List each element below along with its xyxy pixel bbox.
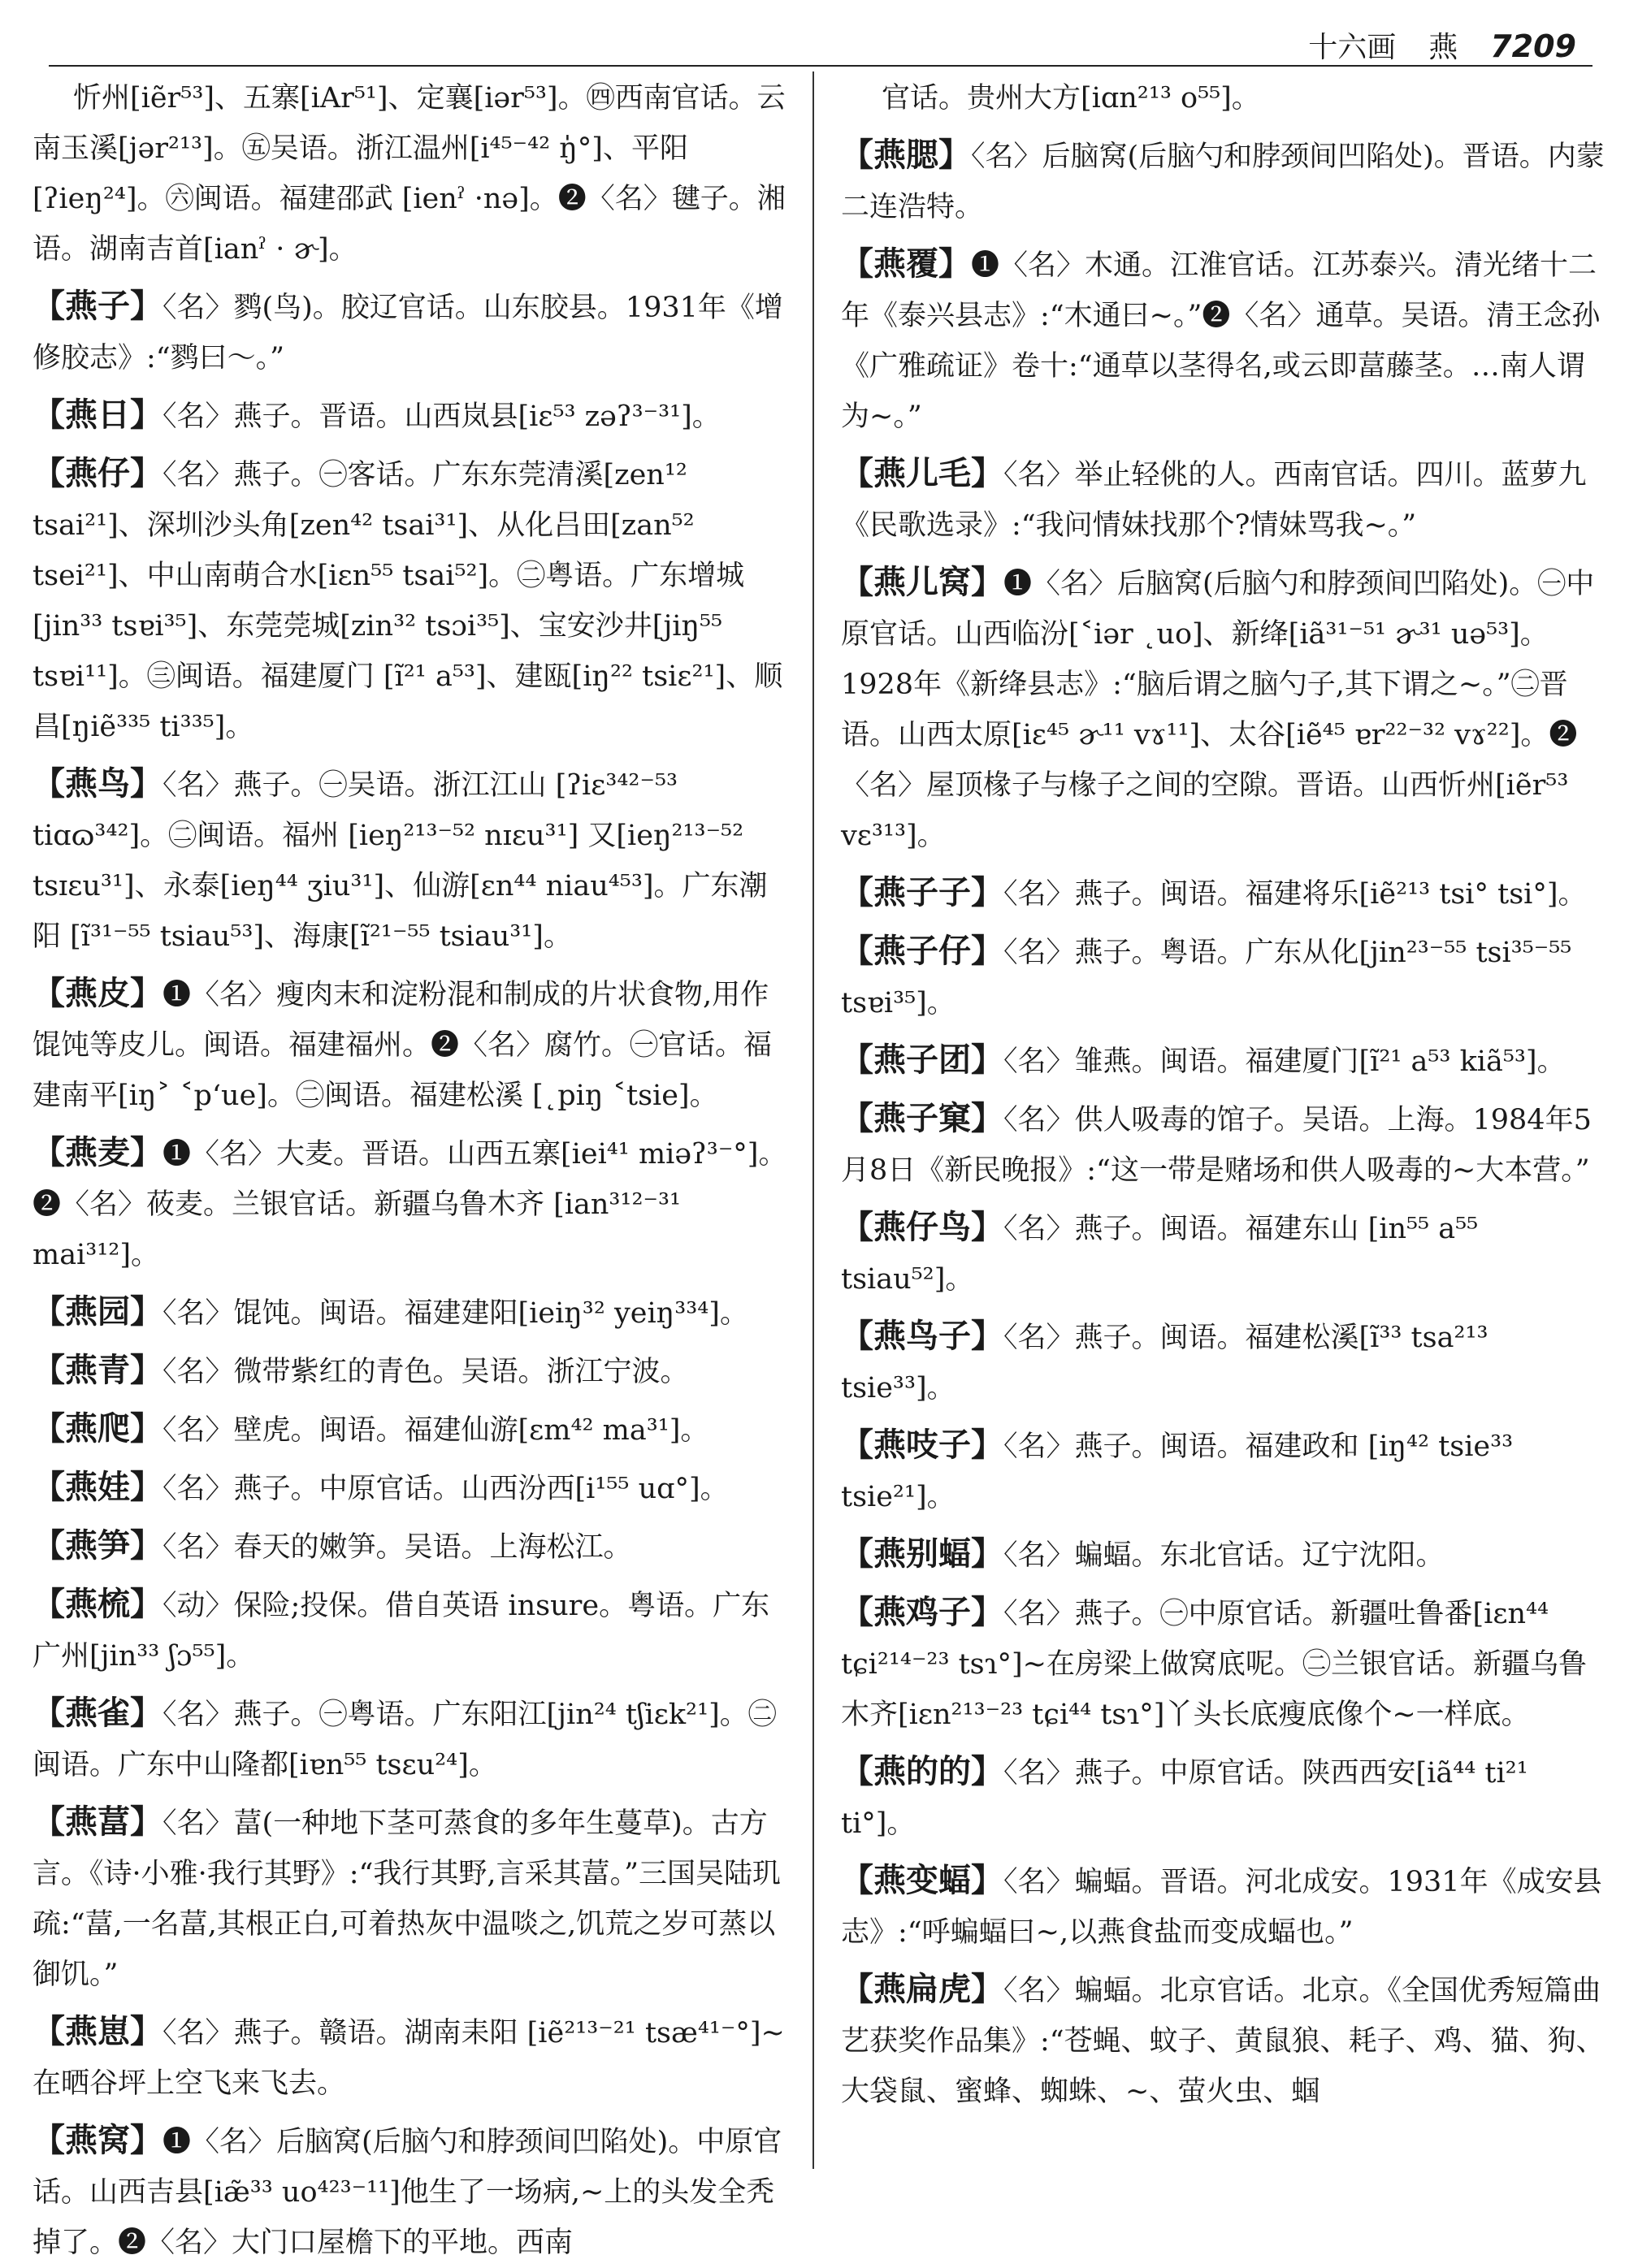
entry-headword: 【燕仔鸟】 xyxy=(841,1208,1003,1246)
header-rule xyxy=(49,65,1592,67)
dictionary-entry xyxy=(841,1746,1609,1849)
entry-headword: 【燕娃】 xyxy=(32,1468,162,1506)
dictionary-entry xyxy=(32,1345,788,1397)
dictionary-entry xyxy=(32,1688,788,1790)
entry-headword: 【燕麦】 xyxy=(32,1133,162,1171)
entry-headword: 【燕变蝠】 xyxy=(841,1861,1003,1899)
entry-definition: 〈名〉壁虎。闽语。福建仙游[ɛm⁴² ma³¹]。 xyxy=(162,1414,709,1447)
dictionary-entry xyxy=(32,1521,788,1573)
entry-definition: 〈名〉燕子。中原官话。山西汾西[i¹⁵⁵ uɑ°]。 xyxy=(162,1473,729,1505)
dictionary-entry xyxy=(32,1462,788,1514)
entry-headword: 【燕别蝠】 xyxy=(841,1534,1003,1573)
section-label: 十六画 xyxy=(1308,31,1397,64)
entry-definition: 〈名〉馄饨。闽语。福建建阳[ieiŋ³² yeiŋ³³⁴]。 xyxy=(162,1297,748,1330)
dictionary-entry xyxy=(841,1202,1609,1305)
entry-headword: 【燕窝】 xyxy=(32,2121,162,2159)
dictionary-entry xyxy=(32,71,788,275)
entry-headword: 【燕皮】 xyxy=(32,974,162,1012)
entry-headword: 【燕爬】 xyxy=(32,1409,162,1448)
entry-headword: 【燕儿窝】 xyxy=(841,563,1003,601)
dictionary-entry xyxy=(841,1420,1609,1522)
entry-headword: 【燕儿毛】 xyxy=(841,454,1003,492)
entry-definition: 忻州[iẽr⁵³]、五寨[iAr⁵¹]、定襄[iər⁵³]。㊃西南官话。云南玉溪[jər²¹³]。㊄吴语。浙江温州[i⁴⁵⁻⁴² ŋ̍°]、平阳[ʔieŋ²⁴]。㊅闽语。福建邵武 [ienˀ ·nə]。❷〈名〉毽子。湘语。湖南吉首[ianˀ · ɚ]。 xyxy=(32,82,786,266)
dictionary-entry xyxy=(841,1587,1609,1740)
entry-definition: 〈名〉春天的嫩笋。吴语。上海松江。 xyxy=(162,1531,632,1564)
entry-definition: 〈名〉燕子。晋语。山西岚县[iɛ⁵³ zəʔ³⁻³¹]。 xyxy=(162,400,721,433)
entry-definition: 〈名〉蝙蝠。北京官话。北京。《全国优秀短篇曲艺获奖作品集》:“苍蝇、蚊子、黄鼠狼、耗子、鸡、猫、狗、大袋鼠、蜜蜂、蜘蛛、~、萤火虫、蝈 xyxy=(841,1975,1605,2108)
entry-definition: 〈名〉鹨(鸟)。胶辽官话。山东胶县。1931年《增修胶志》:“鹨曰～。” xyxy=(32,292,783,374)
entry-definition: 〈名〉微带紫红的青色。吴语。浙江宁波。 xyxy=(162,1356,689,1388)
entry-definition: 〈名〉燕子。㊀粤语。广东阳江[jin²⁴ tʃiɛk²¹]。㊁闽语。广东中山隆都[iɐn⁵⁵ tsɛu²⁴]。 xyxy=(32,1699,777,1781)
entry-definition: 〈名〉燕子。闽语。福建政和 [iŋ⁴² tsie³³ tsie²¹]。 xyxy=(841,1430,1514,1513)
entry-headword: 【燕崽】 xyxy=(32,2012,162,2050)
entry-definition: 〈动〉保险;投保。借自英语 insure。粤语。广东广州[jin³³ ʃɔ⁵⁵]。 xyxy=(32,1590,770,1673)
entry-definition: ❶〈名〉后脑窝(后脑勺和脖颈间凹陷处)。中原官话。山西吉县[iæ̃³³ uo⁴²³⁻¹¹]他生了一场病,~上的头发全秃掉了。❷〈名〉大门口屋檐下的平地。西南 xyxy=(32,2126,782,2259)
dictionary-entry xyxy=(841,926,1609,1028)
entry-headword: 【燕子仔】 xyxy=(841,932,1003,970)
entry-definition: 〈名〉燕子。中原官话。陕西西安[iã⁴⁴ ti²¹ ti°]。 xyxy=(841,1757,1528,1840)
entry-definition: ❶〈名〉大麦。晋语。山西五寨[iei⁴¹ miəʔ³⁻°]。❷〈名〉莜麦。兰银官话。新疆乌鲁木齐 [ian³¹²⁻³¹ mai³¹²]。 xyxy=(32,1138,787,1271)
entry-headword: 【燕日】 xyxy=(32,396,162,434)
entry-headword: 【燕覆】 xyxy=(841,245,971,283)
entry-headword: 【燕青】 xyxy=(32,1351,162,1389)
entry-headword: 【燕鸟子】 xyxy=(841,1317,1003,1355)
entry-headword: 【燕子子】 xyxy=(841,873,1003,911)
dictionary-entry xyxy=(32,281,788,383)
dictionary-entry xyxy=(32,1404,788,1456)
dictionary-entry xyxy=(32,2006,788,2109)
entry-headword: 【燕吱子】 xyxy=(841,1426,1003,1464)
dictionary-entry xyxy=(32,2115,788,2268)
dictionary-entry xyxy=(841,1093,1609,1196)
dictionary-entry xyxy=(32,448,788,752)
entry-definition: 〈名〉燕子。闽语。福建将乐[iẽ²¹³ tsi° tsi°]。 xyxy=(1003,878,1587,911)
entry-headword: 【燕园】 xyxy=(32,1292,162,1331)
dictionary-entry xyxy=(841,71,1609,123)
dictionary-entry xyxy=(841,868,1609,920)
entry-definition: 〈名〉后脑窝(后脑勺和脖颈间凹陷处)。晋语。内蒙二连浩特。 xyxy=(841,141,1605,223)
entry-definition: 〈名〉燕子。㊀中原官话。新疆吐鲁番[iɛn⁴⁴ tɕi²¹⁴⁻²³ tsɿ°]~在房梁上做窝底呢。㊁兰银官话。新疆乌鲁木齐[iɛn²¹³⁻²³ tɕi⁴⁴ tsɿ°]丫头长底瘦底像个~一样底。 xyxy=(841,1598,1587,1731)
page-number: 7209 xyxy=(1490,28,1576,64)
entry-definition: ❶〈名〉瘦肉末和淀粉混和制成的片状食物,用作馄饨等皮儿。闽语。福建福州。❷〈名〉腐竹。㊀官话。福建南平[iŋ˃ ˂pʻue]。㊁闽语。福建松溪 [˛piŋ ˂tsie]。 xyxy=(32,979,773,1112)
entry-headword: 【燕扁虎】 xyxy=(841,1970,1003,2008)
dictionary-entry xyxy=(841,1529,1609,1581)
column-divider xyxy=(812,71,814,2169)
dictionary-entry xyxy=(32,390,788,442)
entry-headword: 【燕梳】 xyxy=(32,1585,162,1623)
entry-definition: 〈名〉供人吸毒的馆子。吴语。上海。1984年5月8日《新民晚报》:“这一带是赌场和供人吸毒的~大本营。” xyxy=(841,1104,1592,1187)
header-character: 燕 xyxy=(1428,31,1458,64)
entry-definition: 〈名〉举止轻佻的人。西南官话。四川。蓝萝九《民歌选录》:“我问情妹找那个?情妹骂我~。” xyxy=(841,459,1587,542)
dictionary-entry xyxy=(841,239,1609,442)
entry-headword: 【燕笋】 xyxy=(32,1526,162,1565)
entry-headword: 【燕雀】 xyxy=(32,1694,162,1732)
dictionary-entry xyxy=(841,1855,1609,1958)
entry-headword: 【燕鸡子】 xyxy=(841,1593,1003,1631)
dictionary-entry xyxy=(841,1311,1609,1413)
dictionary-entry xyxy=(32,1287,788,1339)
entry-definition: 〈名〉燕子。闽语。福建东山 [in⁵⁵ a⁵⁵ tsiau⁵²]。 xyxy=(841,1213,1479,1296)
entry-definition: ❶〈名〉木通。江淮官话。江苏泰兴。清光绪十二年《泰兴县志》:“木通曰~。”❷〈名〉通草。吴语。清王念孙《广雅疏证》卷十:“通草以茎得名,或云即葍藤茎。…南人谓为~。” xyxy=(841,249,1601,433)
entry-headword: 【燕子团】 xyxy=(841,1041,1003,1079)
right-column xyxy=(841,71,1609,2169)
dictionary-entry xyxy=(841,557,1609,861)
entry-definition: 官话。贵州大方[iɑn²¹³ o⁵⁵]。 xyxy=(882,82,1260,115)
entry-definition: 〈名〉燕子。粤语。广东从化[jin²³⁻⁵⁵ tsi³⁵⁻⁵⁵ tsɐi³⁵]。 xyxy=(841,937,1572,1019)
entry-headword: 【燕腮】 xyxy=(841,136,971,174)
entry-headword: 【燕的的】 xyxy=(841,1752,1003,1790)
dictionary-entry xyxy=(32,759,788,962)
dictionary-entry xyxy=(32,1128,788,1280)
dictionary-entry xyxy=(841,130,1609,232)
entry-definition: 〈名〉燕子。㊀客话。广东东莞清溪[zen¹² tsai²¹]、深圳沙头角[zen⁴² tsai³¹]、从化吕田[zan⁵² tsei²¹]、中山南萌合水[iɛn⁵⁵ tsai⁵²]。㊁粤语。广东增城[jin³³ tsɐi³⁵]、东莞莞城[zin³² tsɔi³⁵]、宝安沙井[jiŋ⁵⁵ tsɐi¹¹]。㊂闽语。福建厦门 [ĩ²¹ a⁵³]、建瓯[iŋ²² tsiɛ²¹]、顺昌[ŋiẽ³³⁵ ti³³⁵]。 xyxy=(32,459,783,743)
entry-definition: 〈名〉燕子。㊀吴语。浙江江山 [ʔiɛ³⁴²⁻⁵³ tiɑɷ³⁴²]。㊁闽语。福州 [ieŋ²¹³⁻⁵² nɪɛu³¹] 又[ieŋ²¹³⁻⁵² tsɪɛu³¹]、永泰[ieŋ⁴⁴ ʒiu³¹]、仙游[ɛn⁴⁴ niau⁴⁵³]。广东潮阳 [ĩ³¹⁻⁵⁵ tsiau⁵³]、海康[ĩ²¹⁻⁵⁵ tsiau³¹]。 xyxy=(32,769,768,953)
entry-definition: 〈名〉燕子。闽语。福建松溪[ĩ³³ tsa²¹³ tsie³³]。 xyxy=(841,1322,1488,1405)
dictionary-entry xyxy=(841,1035,1609,1087)
left-column xyxy=(32,71,788,2259)
dictionary-entry xyxy=(32,1579,788,1682)
dictionary-entry xyxy=(32,1797,788,2000)
entry-definition: 〈名〉蝙蝠。晋语。河北成安。1931年《成安县志》:“呼蝙蝠曰~,以燕食盐而变成蝠也。” xyxy=(841,1866,1602,1949)
entry-headword: 【燕子窠】 xyxy=(841,1099,1003,1137)
entry-headword: 【燕仔】 xyxy=(32,454,162,492)
entry-definition: 〈名〉蝙蝠。东北官话。辽宁沈阳。 xyxy=(1003,1539,1445,1572)
dictionary-entry xyxy=(841,448,1609,551)
entry-headword: 【燕鸟】 xyxy=(32,764,162,803)
entry-definition: 〈名〉燕子。赣语。湖南耒阳 [iẽ²¹³⁻²¹ tsæ⁴¹⁻°]~在晒谷坪上空飞来飞去。 xyxy=(32,2017,785,2100)
dictionary-entry xyxy=(841,1964,1609,2117)
entry-definition: 〈名〉雏燕。闽语。福建厦门[ĩ²¹ a⁵³ kiã⁵³]。 xyxy=(1003,1045,1566,1078)
entry-headword: 【燕子】 xyxy=(32,287,162,325)
entry-headword: 【燕葍】 xyxy=(32,1803,162,1841)
entry-definition: ❶〈名〉后脑窝(后脑勺和脖颈间凹陷处)。㊀中原官话。山西临汾[˂iər ˛uo]、新绛[iã³¹⁻⁵¹ ɚ³¹ uə⁵³]。1928年《新绛县志》:“脑后谓之脑勺子,其下谓之~。”㊁晋语。山西太原[iɛ⁴⁵ ɚ¹¹ vɤ¹¹]、太谷[iẽ⁴⁵ ɐr²²⁻³² vɤ²²]。❷〈名〉屋顶椽子与椽子之间的空隙。晋语。山西忻州[iẽr⁵³ vɛ³¹³]。 xyxy=(841,568,1595,852)
entry-definition: 〈名〉葍(一种地下茎可蒸食的多年生蔓草)。古方言。《诗·小雅·我行其野》:“我行其野,言采其葍。”三国吴陆玑疏:“葍,一名葍,其根正白,可着热灰中温啖之,饥荒之岁可蒸以御饥。” xyxy=(32,1807,781,1991)
dictionary-entry xyxy=(32,968,788,1121)
